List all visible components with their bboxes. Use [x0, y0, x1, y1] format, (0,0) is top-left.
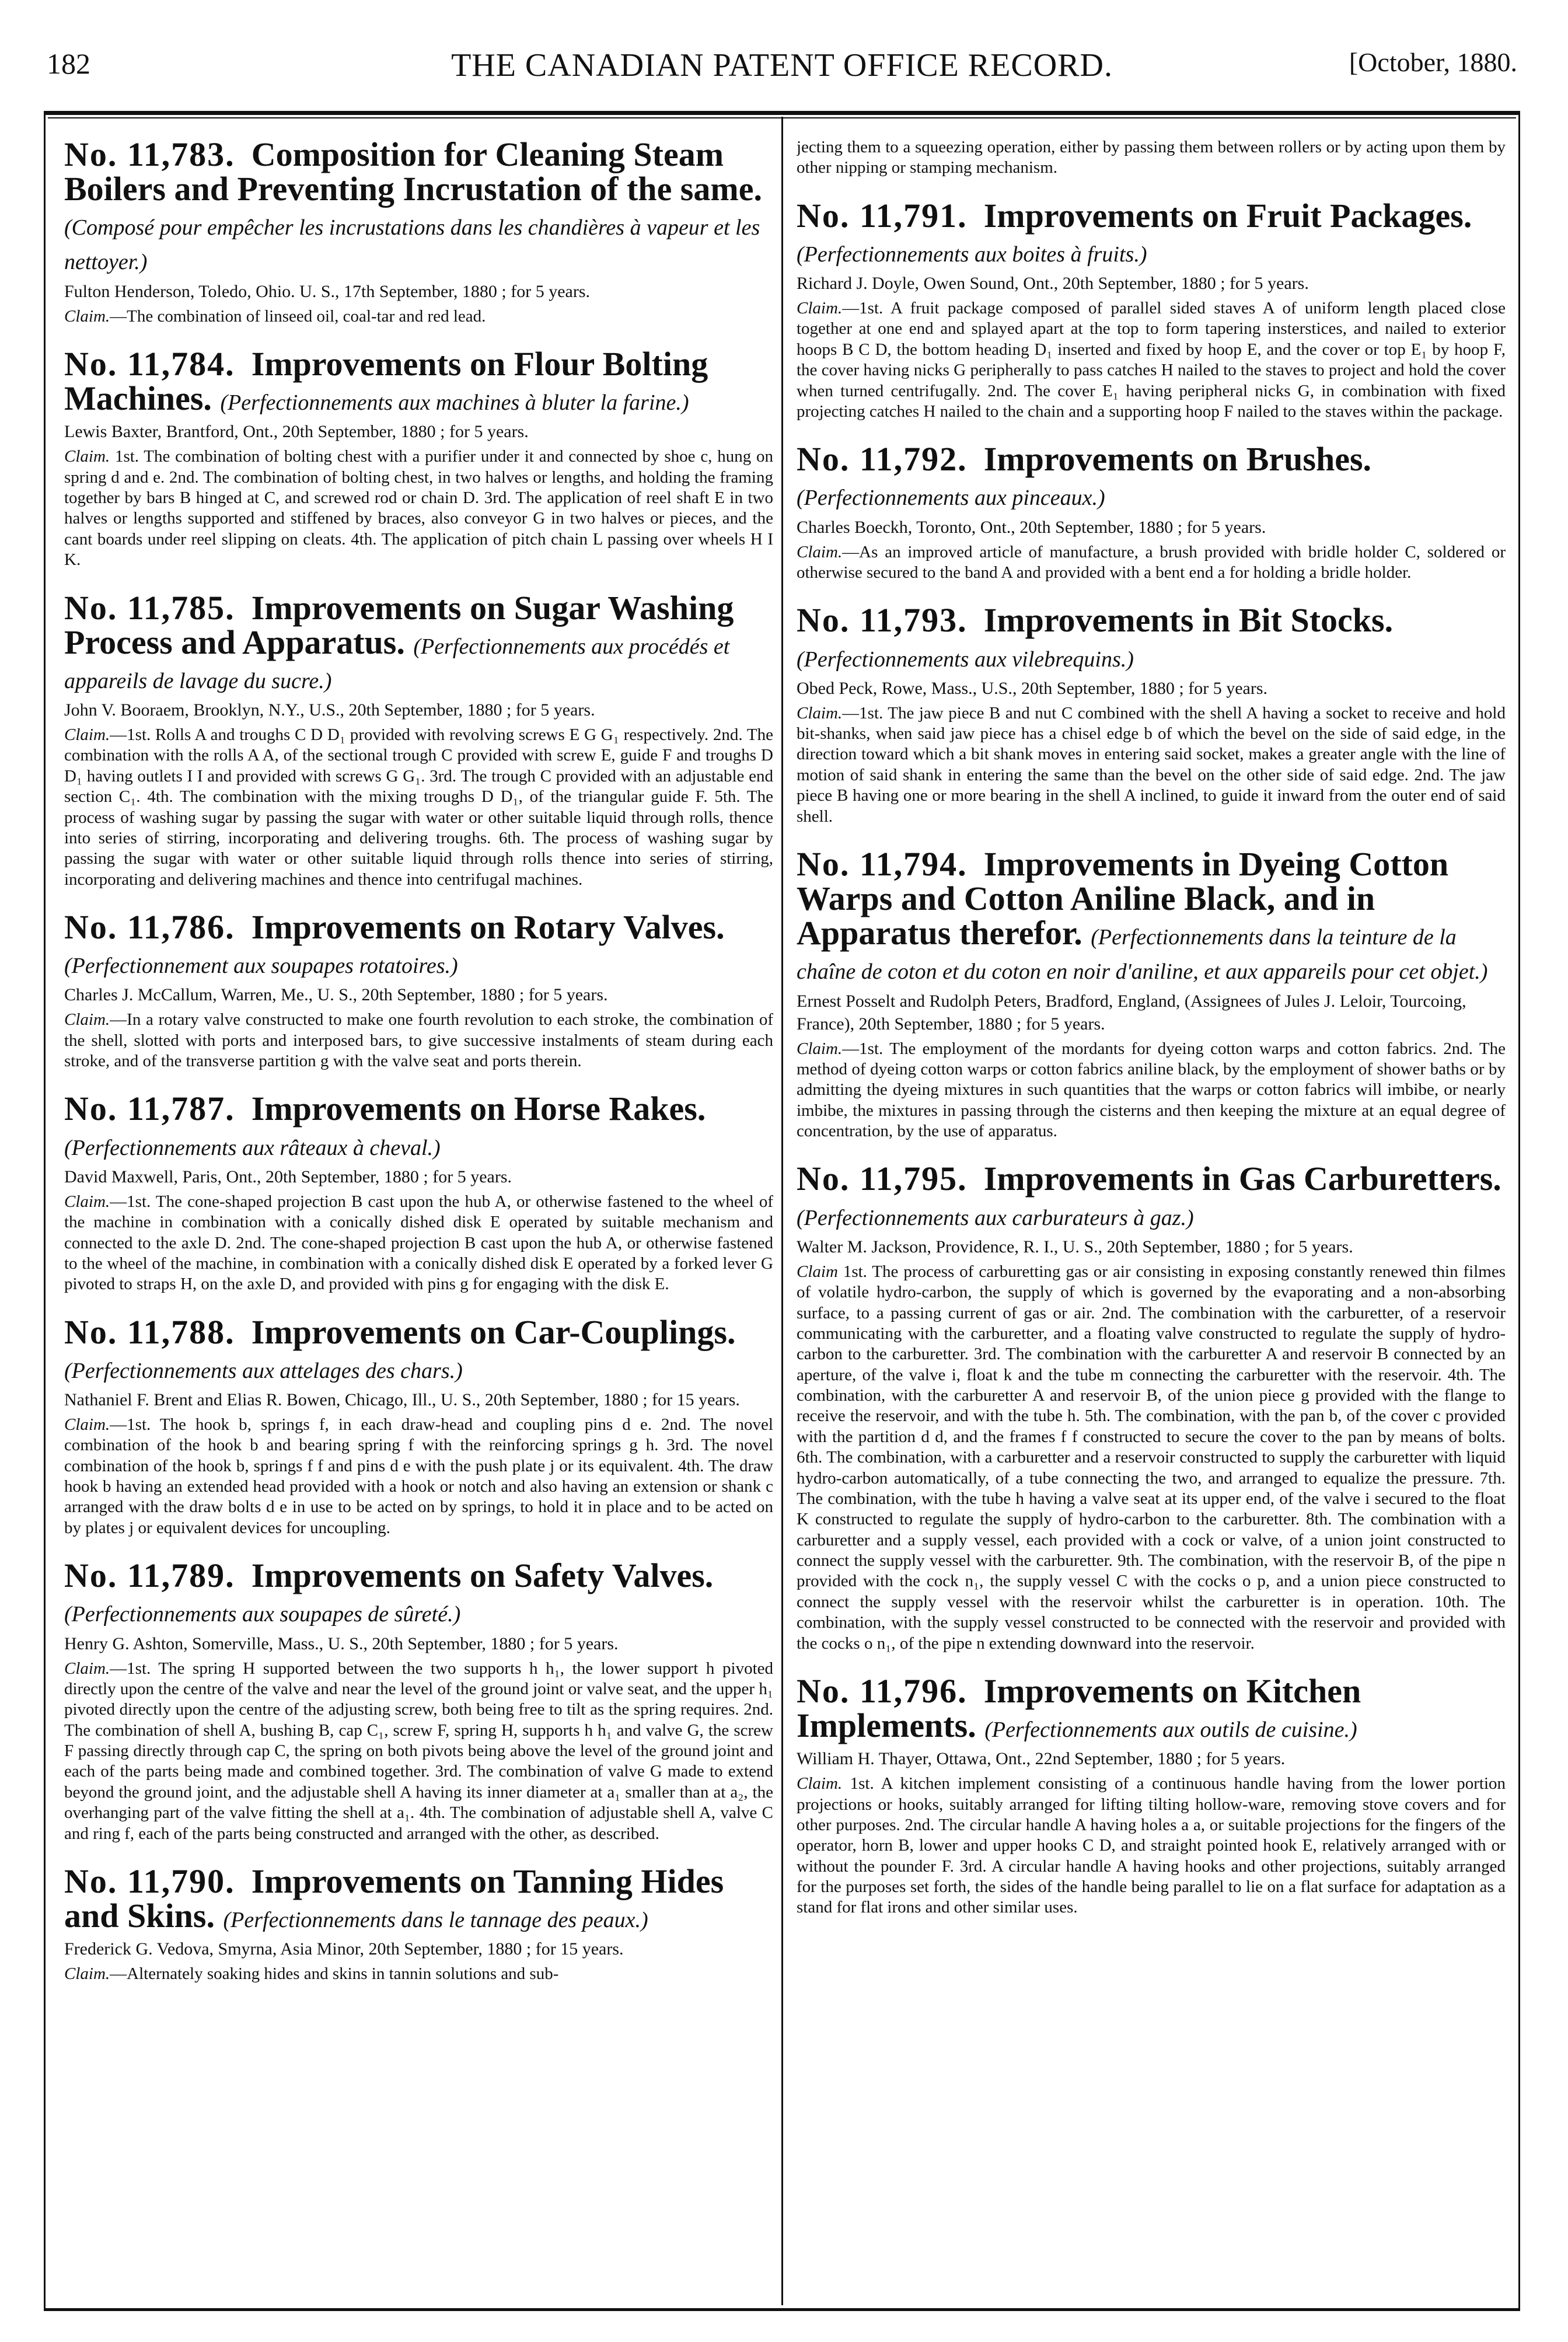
patent-heading	[64, 1864, 773, 1933]
french-title: (Perfectionnements dans le tannage des peaux.)	[223, 1908, 648, 1933]
claim-body: 1st. The combination of bolting chest with a purifier under it and connected by shoe c, hung on spring d and e. 2nd. The combination of bolting chest, in two halves or lengths, and holding the framing together by bars B hinged at C, and screwed rod or chain D. 3rd. The application of reel shaft E in two halves or lengths supported and stiffened by braces, also conveyor G in two halves or pieces, and the cant boards under reel slipping on cleats. 4th. The application of pitch chain L passing over wheels H I K.	[64, 447, 773, 570]
french-title: (Perfectionnements aux procédés et appareils de lavage du sucre.)	[64, 634, 730, 693]
patent-entry	[797, 844, 1506, 1142]
claim-body: —In a rotary valve constructed to make one fourth revolution to each stroke, the combination of the shell, slotted with ports and interposed bars, to give successive instalments of steam during each stroke, and of the transverse partition g with the valve seat and ports therein.	[64, 1010, 773, 1071]
french-title: (Composé pour empêcher les incrustations dans les chandières à vapeur et les nettoyer.)	[64, 215, 760, 275]
claim-body: —1st. The employment of the mordants for dyeing cotton warps and cotton fabrics. 2nd. The method of dyeing cotton warps or cotton fabrics aniline black, by the employment of shower baths or by admitting the dyeing mixtures in such quantities that the warps or cotton fabrics will imbibe, or nearly imbibe, the mixtures in passing through the cisterns and then keeping the mixture at an equal degree of concentration, by the use of apparatus.	[797, 1039, 1506, 1141]
claim-label: Claim	[797, 1262, 838, 1281]
patent-title: Improvements on Rotary Valves.	[251, 908, 725, 947]
claim-body: 1st. A kitchen implement consisting of a continuous handle having from the lower portion projections or hooks, suitably arranged for lifting tilting hollow-ware, removing stove covers and for other purposes. 2nd. The circular handle A having holes a a, or suitable projections for the fingers of the operator, horn B, lower and upper hooks C D, and straight pointed hook E, relatively arranged with or without the pounder F. 3rd. A circular handle A having hooks and other projections, suitably arranged for the purposes set forth, the sides of the handle being parallel to lie on a flat surface for adaptation as a stand for flat irons and other similar uses.	[797, 1774, 1506, 1917]
patent-title: Improvements on Car-Couplings.	[251, 1313, 736, 1351]
patent-title: Improvements on Flour Bolting Machines.	[64, 345, 708, 418]
patentee-line: Charles Boeckh, Toronto, Ont., 20th September, 1880 ; for 5 years.	[797, 517, 1266, 537]
patentee-line: Obed Peck, Rowe, Mass., U.S., 20th September, 1880 ; for 5 years.	[797, 678, 1268, 698]
claim-body: —1st. The hook b, springs f, in each draw-head and coupling pins d e. 2nd. The novel combination of the hook b and bearing spring f with the reinforcing springs g h. 3rd. The novel combination of the hook b, springs f f and pins d e with the push plate j or its equivalent. 4th. The draw hook b having an extended head provided with a hook or notch and also having an extension or shank c arranged with the draw bolts d e in use to be acted on by springs, to hold it in place and to be acted on by plates j or equivalent devices for uncoupling.	[64, 1415, 773, 1537]
patentee-line: Ernest Posselt and Rudolph Peters, Bradford, England, (Assignees of Jules J. Leloir, Tourcoing, France), 20th September, 1880 ; for 5 years.	[797, 991, 1466, 1034]
claim-label: Claim.	[797, 703, 843, 723]
patent-title: Improvements on Horse Rakes.	[251, 1090, 706, 1128]
patent-title: Improvements on Fruit Packages.	[983, 196, 1472, 235]
patent-title: Improvements in Bit Stocks.	[983, 601, 1394, 640]
patent-heading	[797, 1161, 1506, 1230]
patent-entry	[64, 1091, 773, 1294]
patentee-line: William H. Thayer, Ottawa, Ont., 22nd September, 1880 ; for 5 years.	[797, 1749, 1286, 1769]
patent-number: No. 11,796.	[797, 1671, 968, 1710]
page-header	[35, 41, 1529, 93]
column-divider	[781, 117, 783, 2305]
claim-label: Claim.	[64, 1964, 110, 1984]
patent-number: No. 11,783.	[64, 137, 235, 173]
patent-title: Improvements on Kitchen Implements.	[797, 1671, 1361, 1745]
french-title: (Perfectionnements aux soupapes de sûreté.)	[64, 1602, 461, 1627]
french-title: (Perfectionnements aux râteaux à cheval.)	[64, 1135, 441, 1160]
patent-number: No. 11,784.	[64, 345, 235, 383]
patent-entry	[797, 603, 1506, 827]
patent-title: Improvements on Sugar Washing Process and Apparatus.	[64, 588, 734, 661]
claim-label: Claim.	[64, 1010, 110, 1029]
claim-label: Claim.	[64, 1192, 110, 1211]
french-title: (Perfectionnements aux machines à bluter la farine.)	[220, 390, 689, 416]
patent-heading	[64, 1091, 773, 1160]
patentee-line: Richard J. Doyle, Owen Sound, Ont., 20th September, 1880 ; for 5 years.	[797, 274, 1309, 294]
patent-entry	[797, 198, 1506, 423]
claim-body: —1st. A fruit package composed of parallel sided staves A of uniform length placed close together at one end and splayed apart at the top to form tapering insterstices, and nailed to exterior hoops B C D, the bottom heading D₁ inserted and fixed by hoop E, and the cover or top E₁ by hoop F, the cover having nicks G peripherally to pass catches H nailed to the staves to project and hold the cover when turned centrifugally. 2nd. The cover E₁ having peripheral nicks G, in combination with fixed projecting catches H nailed to the chain and a supporting hoop F nailed to the staves within the package.	[797, 299, 1506, 421]
patent-heading	[797, 603, 1506, 672]
claim-body: 1st. The process of carburetting gas or air consisting in exposing constantly renewed thin filmes of volatile hydro-carbon, the supply of which is governed by the evaporating and a non-absorbing surface, to a passing current of gas or air. 2nd. The combination with the carburetter, of a reservoir communicating with the carburetter, and a floating valve constructed to regulate the supply of hydro-carbon to the carburetter. 3rd. The combination with the carburetter A and reservoir B connected by an aperture, of the valve i, float k and the tube m connecting the carburetter with the reservoir. 4th. The combination, with the carburetter A and reservoir B, of the union piece g provided with the flange to receive the reservoir, and with the tube h. 5th. The combination, with the pan b, of the cover c provided with the partition d d, and the frames f f constructed to secure the cover to the pan by means of bolts. 6th. The combination, with a carburetter and a reservoir constructed to supply the carburetter with liquid hydro-carbon automatically, of a tube connecting the two, and arranged to equalize the pressure. 7th. The combination, with the tube h having a valve seat at its upper end, of the valve i secured to the float K constructed to regulate the supply of hydro-carbon to the carburetter. 8th. The combination with a carburetter and a supply vessel, each provided with a cock or valve, of a union joint constructed to connect the supply vessel with the carburetter. 9th. The combination, with the reservoir B, of the pipe n provided with the cock n₁, the supply vessel C with the cocks o p, and a union piece constructed to connect the supply vessel with the reservoir whilst the carburetter is in operation. 10th. The combination, with the supply vessel constructed to be connected with the reservoir and provided with the cocks o n₁, of the pipe n extending downward into the reservoir.	[797, 1262, 1506, 1653]
issue-date: [October, 1880.	[1349, 47, 1517, 77]
french-title: (Perfectionnements aux outils de cuisine.)	[984, 1718, 1357, 1743]
french-title: (Perfectionnements aux attelages des chars.)	[64, 1358, 463, 1383]
claim-label: Claim.	[64, 725, 110, 745]
patent-heading	[797, 442, 1506, 511]
page-number: 182	[47, 47, 90, 80]
patentee-line: Charles J. McCallum, Warren, Me., U. S., 20th September, 1880 ; for 5 years.	[64, 985, 608, 1005]
patent-heading	[64, 910, 773, 979]
patent-number: No. 11,794.	[797, 844, 968, 883]
patent-heading	[64, 137, 773, 275]
patentee-line: David Maxwell, Paris, Ont., 20th September, 1880 ; for 5 years.	[64, 1167, 512, 1186]
french-title: (Perfectionnements aux vilebrequins.)	[797, 647, 1134, 672]
claim-label: Claim.	[797, 1774, 843, 1793]
claim-body: —As an improved article of manufacture, a brush provided with bridle holder C, soldered or otherwise secured to the band A and provided with a bent end a for holding a bridle holder.	[797, 542, 1506, 582]
claim-body: —The combination of linseed oil, coal-tar and red lead.	[110, 306, 486, 326]
claim-text	[797, 703, 1506, 827]
claim-text	[64, 306, 773, 327]
claim-text	[797, 137, 1506, 179]
claim-text	[64, 1192, 773, 1295]
patent-number: No. 11,786.	[64, 908, 235, 947]
patent-heading	[64, 588, 773, 694]
claim-label: Claim.	[64, 1415, 110, 1434]
claim-text	[797, 542, 1506, 584]
patentee-line: Henry G. Ashton, Somerville, Mass., U. S., 20th September, 1880 ; for 5 years.	[64, 1634, 619, 1653]
patentee-line: Nathaniel F. Brent and Elias R. Bowen, Chicago, Ill., U. S., 20th September, 1880 ; for 15 years.	[64, 1390, 740, 1409]
patent-number: No. 11,789.	[64, 1556, 235, 1595]
publication-title: THE CANADIAN PATENT OFFICE RECORD.	[451, 47, 1113, 83]
patent-title: Improvements in Gas Carburetters.	[983, 1160, 1501, 1198]
claim-text	[64, 1010, 773, 1071]
claim-body: —1st. The cone-shaped projection B cast upon the hub A, or otherwise fastened to the wheel of the machine in combination with a conically dished disk E operated by suitable mechanism and connected to the axle D. 2nd. The cone-shaped projection B cast upon the hub A, or otherwise fastened to the wheel of the machine, in combination with a conically dished disk E operated by a forked lever G pivoted to straps H, on the axle D, and provided with pins g for engaging with the disk E.	[64, 1192, 773, 1294]
claim-label: Claim.	[64, 1659, 110, 1678]
patent-number: No. 11,792.	[797, 440, 968, 479]
patent-entry	[64, 137, 773, 327]
patentee-line: Frederick G. Vedova, Smyrna, Asia Minor, 20th September, 1880 ; for 15 years.	[64, 1939, 624, 1959]
patent-heading	[64, 347, 773, 416]
claim-label: Claim.	[797, 1039, 843, 1058]
claim-text	[64, 725, 773, 890]
patentee-line: Walter M. Jackson, Providence, R. I., U. S., 20th September, 1880 ; for 5 years.	[797, 1237, 1353, 1256]
patent-entry	[64, 1558, 773, 1844]
patent-number: No. 11,785.	[64, 588, 235, 627]
claim-label: Claim.	[797, 299, 843, 318]
patent-title: Composition for Cleaning Steam Boilers and Preventing Incrustation of the same.	[64, 137, 762, 208]
french-title: (Perfectionnements aux pinceaux.)	[797, 486, 1105, 511]
patent-heading	[797, 1671, 1506, 1745]
patent-heading	[64, 1315, 773, 1384]
claim-text	[797, 1039, 1506, 1142]
patent-title: Improvements in Dyeing Cotton Warps and Cotton Aniline Black, and in Apparatus therefor.	[797, 844, 1449, 952]
patent-entry	[64, 1864, 773, 1985]
patent-title: Improvements on Safety Valves.	[251, 1556, 714, 1595]
patent-number: No. 11,791.	[797, 196, 968, 235]
claim-body: —1st. Rolls A and troughs C D D₁ provided with revolving screws E G G₁ respectively. 2nd. The combination with the rolls A A, of the sectional trough C provided with screw E, guide F and troughs D D₁ having outlets I I and provided with screws G G₁. 3rd. The trough C provided with an adjustable end section C₁. 4th. The combination with the mixing troughs D D₁, of the triangular guide F. 5th. The process of washing sugar by passing the sugar with water or other suitable liquid through rolls, thence into series of stirring, incorporating and delivering troughs. 6th. The process of washing sugar by passing the sugar with water or other suitable liquid through rolls thence into series of stirring, incorporating and delivering machines and thence into centrifugal machines.	[64, 725, 773, 889]
patent-entry	[64, 910, 773, 1071]
patent-entry	[797, 442, 1506, 583]
patentee-line: Lewis Baxter, Brantford, Ont., 20th September, 1880 ; for 5 years.	[64, 422, 529, 442]
claim-body: —Alternately soaking hides and skins in tannin solutions and sub-	[110, 1964, 559, 1984]
patent-heading	[797, 198, 1506, 267]
claim-text	[64, 446, 773, 570]
claim-text	[797, 298, 1506, 422]
patentee-line: Fulton Henderson, Toledo, Ohio. U. S., 17th September, 1880 ; for 5 years.	[64, 281, 591, 301]
claim-body: jecting them to a squeezing operation, either by passing them between rollers or by acting upon them by other nipping or stamping mechanism.	[797, 138, 1506, 177]
right-column	[797, 137, 1506, 2296]
patent-number: No. 11,790.	[64, 1862, 235, 1900]
patent-entry	[797, 137, 1506, 179]
patent-number: No. 11,787.	[64, 1090, 235, 1128]
patent-heading	[797, 844, 1506, 985]
french-title: (Perfectionnements aux boites à fruits.)	[797, 242, 1147, 267]
claim-body: —1st. The jaw piece B and nut C combined with the shell A having a socket to receive and hold bit-shanks, when said jaw piece has a chisel edge b of which the bevel on the side of said edge, in the direction toward which a bit shank moves in entering said socket, makes a greater angle with the line of motion of said shank in entering the same than the bevel on the other side of said edge. 2nd. The jaw piece B having one or more bearing in the shell A inclined, to guide it inward from the outer end of said shell.	[797, 703, 1506, 826]
claim-label: Claim.	[64, 447, 110, 466]
french-title: (Perfectionnement aux soupapes rotatoires.)	[64, 954, 458, 979]
patent-heading	[64, 1558, 773, 1627]
patent-number: No. 11,793.	[797, 601, 968, 640]
french-title: (Perfectionnements aux carburateurs à gaz.)	[797, 1205, 1194, 1230]
left-column	[64, 137, 773, 2296]
claim-text	[797, 1774, 1506, 1918]
patent-entry	[64, 1315, 773, 1539]
patent-number: No. 11,788.	[64, 1313, 235, 1351]
claim-text	[64, 1415, 773, 1538]
french-title: (Perfectionnements dans la teinture de la chaîne de coton et du coton en noir d'aniline, et aux appareils pour cet objet.)	[797, 925, 1488, 985]
patent-title: Improvements on Brushes.	[983, 440, 1372, 479]
patent-entry	[64, 347, 773, 571]
claim-label: Claim.	[64, 306, 110, 326]
patent-entry	[797, 1671, 1506, 1918]
patentee-line: John V. Booraem, Brooklyn, N.Y., U.S., 20th September, 1880 ; for 5 years.	[64, 700, 595, 720]
claim-label: Claim.	[797, 542, 843, 561]
claim-text	[64, 1964, 773, 1984]
claim-text	[797, 1262, 1506, 1654]
patent-entry	[797, 1161, 1506, 1653]
claim-text	[64, 1659, 773, 1844]
patent-title: Improvements on Tanning Hides and Skins.	[64, 1862, 724, 1935]
claim-body: —1st. The spring H supported between the two supports h h₁, the lower support h pivoted directly upon the centre of the valve and near the level of the ground joint or valve seat, and the upper h₁ pivoted directly upon the centre of the adjusting screw, both being free to tilt as the spring requires. 2nd. The combination of shell A, bushing B, cap C₁, screw F, spring H, supports h h₁ and valve G, the screw F passing directly through cap C, the spring on both pivots being above the level of the ground joint and each of the parts being made and combined together. 3rd. The combination of valve G made to extend beyond the ground joint, and the adjustable shell A having its inner diameter at a₁ smaller than at a₂, the overhanging part of the valve fitting the shell at a₁. 4th. The combination of adjustable shell A, valve C and ring f, each of the parts being constructed and arranged with the other, as described.	[64, 1659, 773, 1843]
patent-entry	[64, 588, 773, 890]
patent-number: No. 11,795.	[797, 1160, 968, 1198]
